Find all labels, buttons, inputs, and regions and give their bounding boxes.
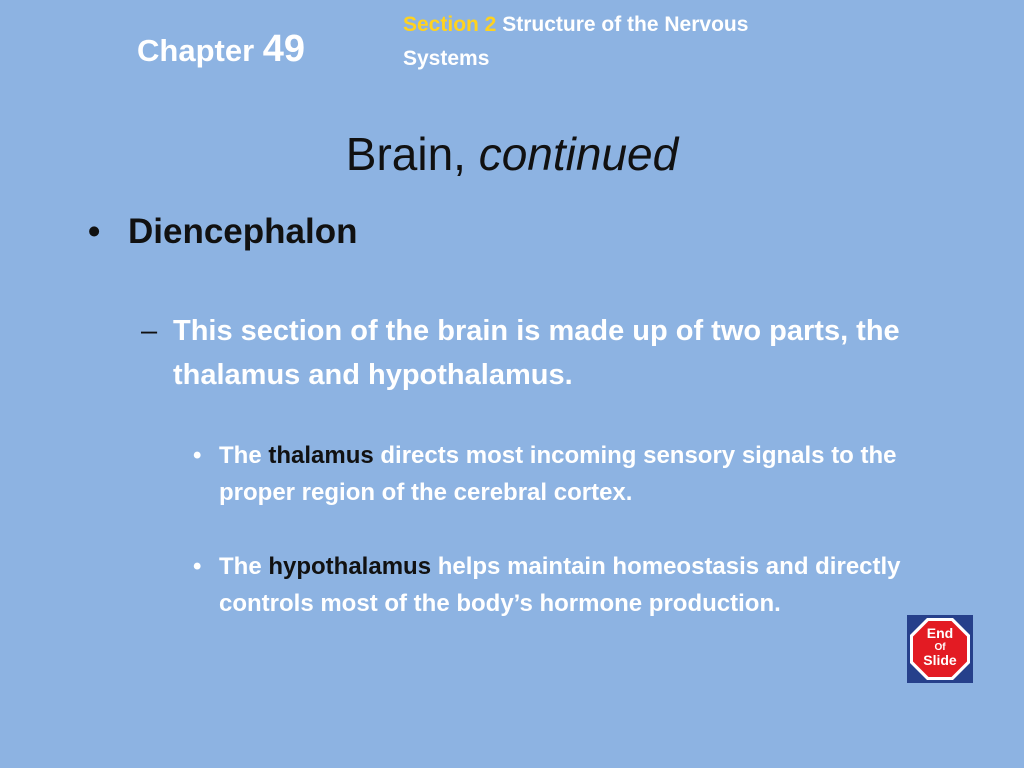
chapter-number: 49	[262, 28, 306, 70]
bullet-dot: •	[193, 553, 202, 580]
main-bullet-text: Diencephalon	[128, 212, 358, 251]
title-italic: continued	[478, 128, 679, 180]
title-plain: Brain,	[345, 128, 466, 180]
bullet-rest: directs most incoming sensory signals to the proper region of the cerebral cortex.	[219, 442, 897, 506]
stop-sign-line2: Of	[934, 642, 946, 653]
bullet-prefix: The	[219, 442, 262, 469]
section-label: Section 2	[403, 13, 497, 36]
term-hypothalamus: hypothalamus	[268, 553, 432, 580]
stop-sign-line1: End	[926, 625, 954, 641]
chapter-heading	[137, 28, 305, 71]
thalamus-bullet-text	[219, 437, 943, 511]
slide-title	[0, 127, 1024, 181]
bullet-prefix: The	[219, 553, 262, 580]
main-bullet	[88, 212, 357, 252]
bullet-dot: •	[88, 212, 101, 251]
end-of-slide-button[interactable]	[907, 615, 973, 683]
bullet-rest: helps maintain homeostasis and directly controls most of the body’s hormone production.	[219, 553, 901, 617]
chapter-label: Chapter	[137, 33, 255, 68]
stop-sign-icon	[907, 615, 973, 683]
section-title: Structure of the Nervous Systems	[403, 13, 749, 70]
sub-bullet	[141, 309, 901, 397]
dash-marker: –	[141, 315, 158, 347]
term-thalamus: thalamus	[268, 442, 374, 469]
stop-sign-line3: Slide	[923, 652, 957, 668]
sub-bullet-text: This section of the brain is made up of two parts, the thalamus and hypothalamus.	[173, 315, 900, 391]
hypothalamus-bullet-text	[219, 548, 943, 622]
bullet-dot: •	[193, 442, 202, 469]
section-heading	[403, 8, 833, 76]
thalamus-bullet	[193, 437, 943, 511]
hypothalamus-bullet	[193, 548, 943, 622]
